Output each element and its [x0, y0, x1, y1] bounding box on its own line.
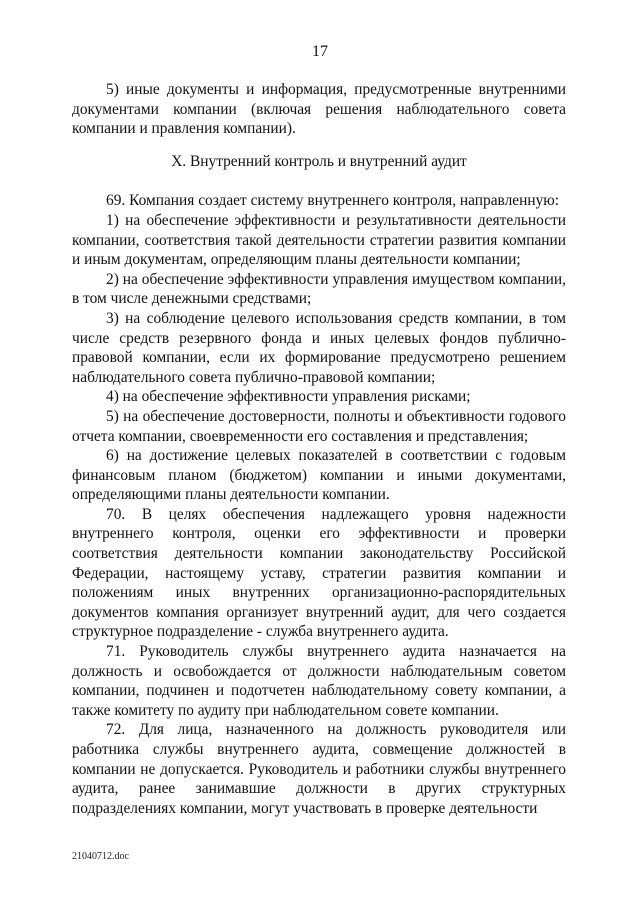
paragraph-69-6: 6) на достижение целевых показателей в соответствии с годовым финансовым планом (бюджетом) компании и иными документами, определяющими планы деятельности компании.: [72, 447, 566, 504]
document-body: [72, 80, 566, 818]
paragraph-71: 71. Руководитель службы внутреннего аудита назначается на должность и освобождается от должности наблюдательным советом компании, подчинен и подотчетен наблюдательному совету компании, а также комитету по аудиту при наблюдательном совете компании.: [72, 643, 566, 719]
paragraph-69-3: 3) на соблюдение целевого использования средств компании, в том числе средств резервного фонда и иных целевых фондов публично-правовой компании, если их формирование предусмотрено решением наблюдательного совета публично-правовой компании;: [72, 309, 566, 386]
section-heading: X. Внутренний контроль и внутренний аудит: [171, 152, 467, 170]
paragraph-69-4: 4) на обеспечение эффективности управления рисками;: [106, 388, 471, 406]
paragraph-69-1: 1) на обеспечение эффективности и результативности деятельности компании, соответствия такой деятельности стратегии развития компании и иным документам, определяющим планы деятельности компании;: [72, 211, 566, 269]
file-name-footer: 21040712.doc: [72, 851, 129, 862]
paragraph-69: 69. Компания создает систему внутреннего контроля, направленную:: [106, 192, 560, 210]
paragraph-72: 72. Для лица, назначенного на должность руководителя или работника службы внутреннего аудита, совмещение должностей в компании не допускается. Руководитель и работники службы внутреннего аудита, ранее занимавшие должности в других структурных подразделениях компании, могут участвовать в проверке деятельности: [72, 721, 566, 817]
paragraph-69-5: 5) на обеспечение достоверности, полноты и объективности годового отчета компании, своевременности его составления и представления;: [72, 407, 566, 445]
page-number: 17: [312, 43, 328, 60]
paragraph-69-2: 2) на обеспечение эффективности управления имуществом компании, в том числе денежными средствами;: [72, 270, 566, 308]
paragraph-68-5: 5) иные документы и информация, предусмотренные внутренними документами компании (включая решения наблюдательного совета компании и правления компании).: [72, 81, 566, 138]
paragraph-70: 70. В целях обеспечения надлежащего уровня надежности внутреннего контроля, оценки его эффективности и проверки соответствия деятельности компании законодательству Российской Федерации, настоящему уставу, стратегии развития компании и положениям иных внутренних организационно-распорядительных документов компания организует внутренний аудит, для чего создается структурное подразделение - служба внутреннего аудита.: [72, 505, 566, 641]
